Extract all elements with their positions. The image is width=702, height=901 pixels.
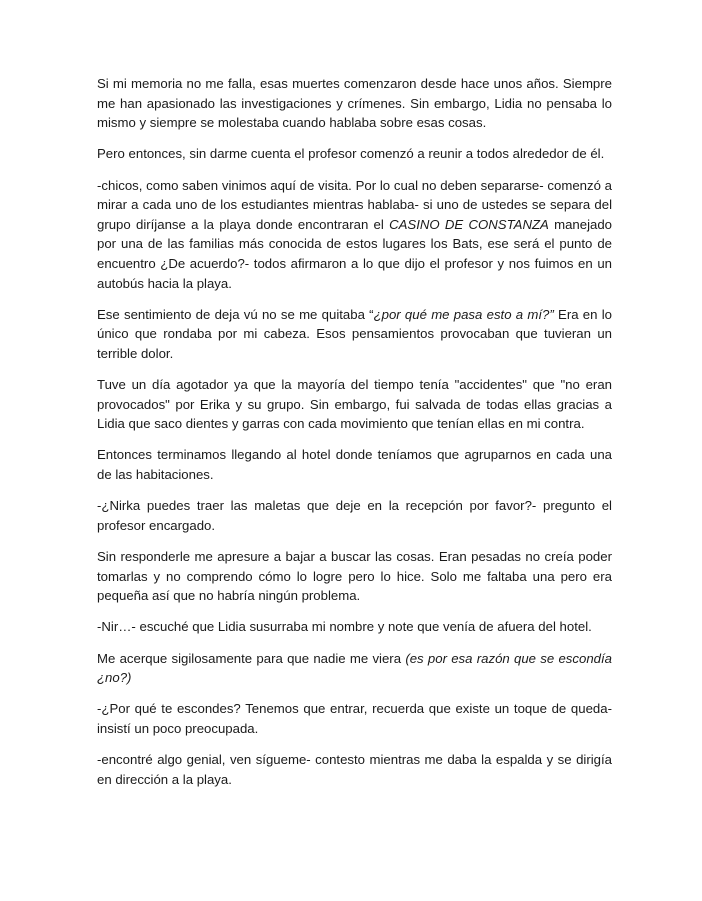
paragraph-text: Me acerque sigilosamente para que nadie me viera (97, 650, 406, 666)
casino-name-italic: CASINO DE CONSTANZA (389, 216, 549, 232)
paragraph (97, 617, 612, 637)
paragraph-text: Era en lo único que rondaba por mi cabeza. Esos pensamientos provocaban que tuvieran un terrible dolor. (97, 306, 612, 361)
paragraph-text: Pero entonces, sin darme cuenta el profesor comenzó a reunir a todos alrededor de él. (97, 146, 605, 162)
paragraph-text: -encontré algo genial, ven sígueme- contesto mientras me daba la espalda y se dirigía en dirección a la playa. (97, 752, 612, 787)
paragraph (97, 750, 612, 789)
paragraph (97, 649, 612, 688)
paragraph-text: manejado por una de las familias más conocida de estos lugares los Bats, ese será el punto de encuentro ¿De acuerdo?- todos afirmaron a lo que dijo el profesor y nos fuimos en un autobús hacia la playa. (97, 216, 613, 291)
paragraph (97, 496, 612, 535)
document-body (97, 74, 612, 801)
aside-italic: (es por esa razón que se escondía ¿no?) (97, 650, 612, 686)
paragraph-text: -chicos, como saben vinimos aquí de visita. Por lo cual no deben separarse- comenzó a mirar a cada uno de los estudiantes mientras hablaba- si uno de ustedes se separa del grupo diríjanse a la playa donde encontraran el (97, 177, 612, 232)
inner-thought-italic: ¿por qué me pasa esto a mí?” (373, 306, 554, 322)
paragraph-text: Tuve un día agotador ya que la mayoría del tiempo tenía "accidentes" que "no eran provocados" por Erika y su grupo. Sin embargo, fui salvada de todas ellas gracias a Lidia que saco dientes y garras con cada movimiento que tenían ellas en mi contra. (97, 377, 612, 432)
paragraph-text: -¿Por qué te escondes? Tenemos que entrar, recuerda que existe un toque de queda- insistí un poco preocupada. (97, 701, 612, 736)
paragraph (97, 547, 612, 606)
paragraph-text: Entonces terminamos llegando al hotel donde teníamos que agruparnos en cada una de las habitaciones. (97, 447, 612, 483)
paragraph-text: Sin responderle me apresure a bajar a buscar las cosas. Eran pesadas no creía poder tomarlas y no comprendo cómo lo logre pero lo hice. Solo me faltaba una pero era pequeña así que no habría ningún problema. (97, 549, 612, 604)
paragraph-text: Si mi memoria no me falla, esas muertes comenzaron desde hace unos años. Siempre me han apasionado las investigaciones y crímenes. Sin embargo, Lidia no pensaba lo mismo y siempre se molestaba cuando hablaba sobre esas cosas. (97, 76, 612, 131)
paragraph (97, 699, 612, 738)
paragraph (97, 375, 612, 434)
paragraph-text: Ese sentimiento de deja vú no se me quitaba “ (97, 306, 374, 322)
paragraph (97, 305, 612, 364)
paragraph-text: -¿Nirka puedes traer las maletas que deje en la recepción por favor?- pregunto el profesor encargado. (97, 498, 612, 533)
paragraph (97, 176, 612, 294)
paragraph (97, 445, 612, 484)
paragraph (97, 74, 612, 133)
paragraph-text: -Nir…- escuché que Lidia susurraba mi nombre y note que venía de afuera del hotel. (97, 619, 592, 635)
paragraph (97, 144, 612, 164)
